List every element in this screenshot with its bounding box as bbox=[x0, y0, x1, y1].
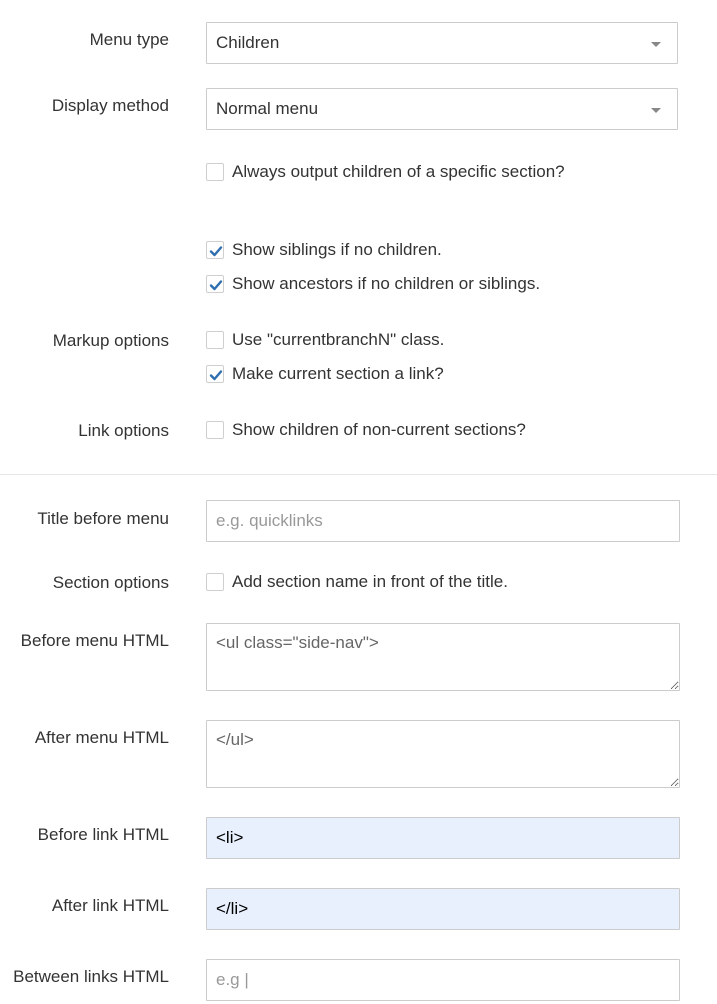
current-link-option[interactable] bbox=[206, 364, 444, 384]
non-current-children-option[interactable] bbox=[206, 420, 526, 440]
currentbranch-checkbox[interactable] bbox=[206, 331, 224, 349]
between-links-html-label: Between links HTML bbox=[13, 967, 169, 986]
show-ancestors-option[interactable] bbox=[206, 274, 540, 294]
before-menu-html-label: Before menu HTML bbox=[20, 631, 169, 650]
between-links-html-input[interactable] bbox=[206, 959, 680, 1001]
checkmark-icon bbox=[208, 243, 224, 259]
currentbranch-option[interactable] bbox=[206, 330, 444, 350]
after-menu-html-label: After menu HTML bbox=[34, 728, 169, 747]
show-siblings-checkbox[interactable] bbox=[206, 241, 224, 259]
specific-section-label: Always output children of a specific section? bbox=[232, 162, 565, 181]
link-options-label: Link options bbox=[78, 421, 169, 440]
before-link-html-input[interactable] bbox=[206, 817, 680, 859]
specific-section-checkbox[interactable] bbox=[206, 163, 224, 181]
section-options-label: Section options bbox=[52, 573, 169, 592]
add-section-name-checkbox[interactable] bbox=[206, 573, 224, 591]
show-ancestors-label: Show ancestors if no children or siblings. bbox=[232, 274, 541, 293]
add-section-name-option[interactable] bbox=[206, 572, 508, 592]
menu-type-select[interactable] bbox=[206, 22, 678, 64]
show-siblings-label: Show siblings if no children. bbox=[232, 240, 442, 259]
before-link-html-label: Before link HTML bbox=[37, 825, 169, 844]
show-ancestors-checkbox[interactable] bbox=[206, 275, 224, 293]
display-method-label: Display method bbox=[51, 96, 169, 115]
display-method-select[interactable] bbox=[206, 88, 678, 130]
after-link-html-input[interactable] bbox=[206, 888, 680, 930]
current-link-checkbox[interactable] bbox=[206, 365, 224, 383]
currentbranch-label: Use "currentbranchN" class. bbox=[232, 330, 445, 349]
title-before-menu-input[interactable] bbox=[206, 500, 680, 542]
before-menu-html-textarea[interactable] bbox=[206, 623, 680, 691]
markup-options-label: Markup options bbox=[52, 331, 169, 350]
title-before-menu-label: Title before menu bbox=[37, 509, 169, 528]
checkmark-icon bbox=[208, 367, 224, 383]
non-current-children-label: Show children of non-current sections? bbox=[232, 420, 526, 439]
show-siblings-option[interactable] bbox=[206, 240, 442, 260]
after-menu-html-textarea[interactable] bbox=[206, 720, 680, 788]
menu-type-label: Menu type bbox=[89, 30, 169, 49]
caret-down-icon bbox=[651, 42, 661, 47]
menu-type-value: Children bbox=[216, 33, 280, 52]
section-divider bbox=[0, 474, 717, 475]
add-section-name-label: Add section name in front of the title. bbox=[232, 572, 508, 591]
display-method-value: Normal menu bbox=[216, 99, 319, 118]
checkmark-icon bbox=[208, 277, 224, 293]
caret-down-icon bbox=[651, 108, 661, 113]
non-current-children-checkbox[interactable] bbox=[206, 421, 224, 439]
after-link-html-label: After link HTML bbox=[51, 896, 169, 915]
current-link-label: Make current section a link? bbox=[232, 364, 444, 383]
specific-section-option[interactable] bbox=[206, 162, 565, 182]
